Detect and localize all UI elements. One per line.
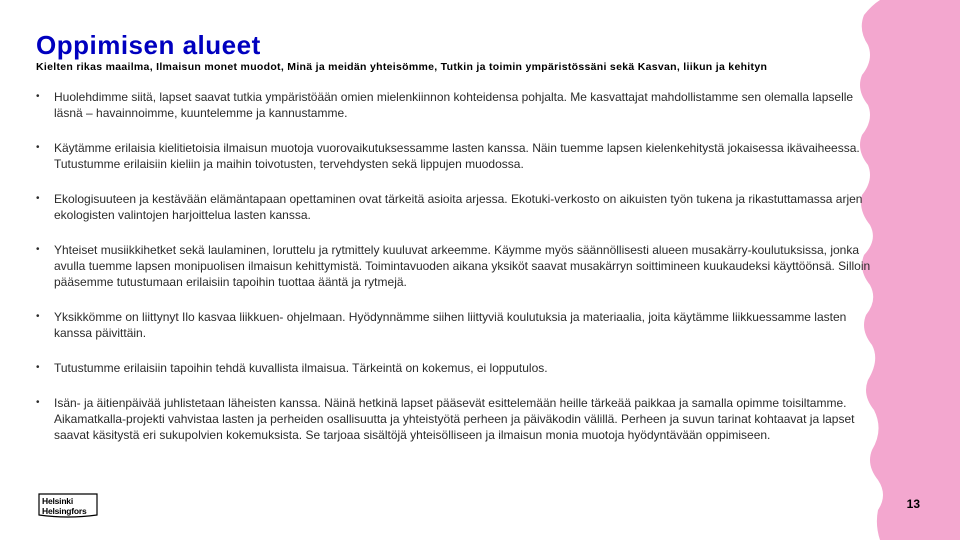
bullet-item [36, 360, 880, 376]
page-title: Oppimisen alueet [36, 30, 261, 60]
bullet-item [36, 395, 880, 443]
page-number: 13 [906, 497, 920, 511]
bullet-dot: • [36, 397, 40, 408]
bullet-item [36, 140, 880, 172]
bullet-text: Tutustumme erilaisiin tapoihin tehdä kuvallista ilmaisua. Tärkeintä on kokemus, ei lopputulos. [54, 361, 548, 375]
bullet-item [36, 242, 880, 290]
bullet-text: Yhteiset musiikkihetket sekä laulaminen, loruttelu ja rytmittely kuuluvat arkeemme. Käymme myös säännöllisesti alueen musakärry-koulutuksissa, jonka avulla tuemme lapsen monipuolisen ilmaisun kehittymistä. Toimintavuoden aikana yksiköt saavat musakärryn soittimineen kuukaudeksi käyttöönsä. Silloin pääsemme tutustumaan erilaisiin tapoihin tuottaa ääntä ja rytmejä. [54, 243, 871, 289]
helsinki-logo [38, 493, 98, 521]
bullet-item [36, 89, 880, 121]
bullet-item [36, 309, 880, 341]
bullet-text: Huolehdimme siitä, lapset saavat tutkia ympäristöään omien mielenkiinnon kohteidensa pohjalta. Me kasvattajat mahdollistamme sen olemalla lapselle läsnä – havainnoimme, kuuntelemme ja kannustamme. [54, 90, 854, 120]
page-subtitle: Kielten rikas maailma, Ilmaisun monet muodot, Minä ja meidän yhteisömme, Tutkin ja toimin ympäristössäni sekä Kasvan, liikun ja kehityn [36, 61, 768, 73]
bullet-list [36, 89, 880, 462]
logo-text [42, 496, 87, 516]
bullet-text: Yksikkömme on liittynyt Ilo kasvaa liikkuen- ohjelmaan. Hyödynnämme siihen liittyviä koulutuksia ja materiaalia, joita käytämme liikkuessamme lasten kanssa päivittäin. [54, 310, 847, 340]
bullet-text: Ekologisuuteen ja kestävään elämäntapaan opettaminen ovat tärkeitä asioita arjessa. Ekotuki-verkosto on aikuisten työn tukena ja rikastuttamassa arjen ekologisten valintojen harjoittelua lasten kanssa. [54, 192, 863, 222]
bullet-dot: • [36, 362, 40, 373]
bullet-text: Isän- ja äitienpäivää juhlistetaan läheisten kanssa. Näinä hetkinä lapset pääsevät esittelemään heille tärkeää paikkaa ja samalla opimme toisiltamme. Aikamatkalla-projekti vahvistaa lasten ja perheiden osallisuutta ja yhteistyötä perheen ja päiväkodin välillä. Perheen ja suvun tarinat kohtaavat ja lapset saavat käsitystä eri sukupolvien kokemuksista. Se tarjoaa sisältöjä yhteisölliseen ja ilmaisun monia muotoja hyödyntävään oppimiseen. [54, 396, 855, 442]
bullet-dot: • [36, 244, 40, 255]
bullet-dot: • [36, 193, 40, 204]
bullet-dot: • [36, 142, 40, 153]
logo-line-1: Helsinki [42, 496, 73, 506]
logo-line-2: Helsingfors [42, 506, 87, 516]
bullet-item [36, 191, 880, 223]
bullet-text: Käytämme erilaisia kielitietoisia ilmaisun muotoja vuorovaikutuksessamme lasten kanssa. Näin tuemme lapsen kielenkehitystä jokaisessa ikävaiheessa. Tutustumme erilaisiin kieliin ja maihin toivotusten, tervehdysten sekä lippujen muodossa. [54, 141, 860, 171]
bullet-dot: • [36, 91, 40, 102]
bullet-dot: • [36, 311, 40, 322]
